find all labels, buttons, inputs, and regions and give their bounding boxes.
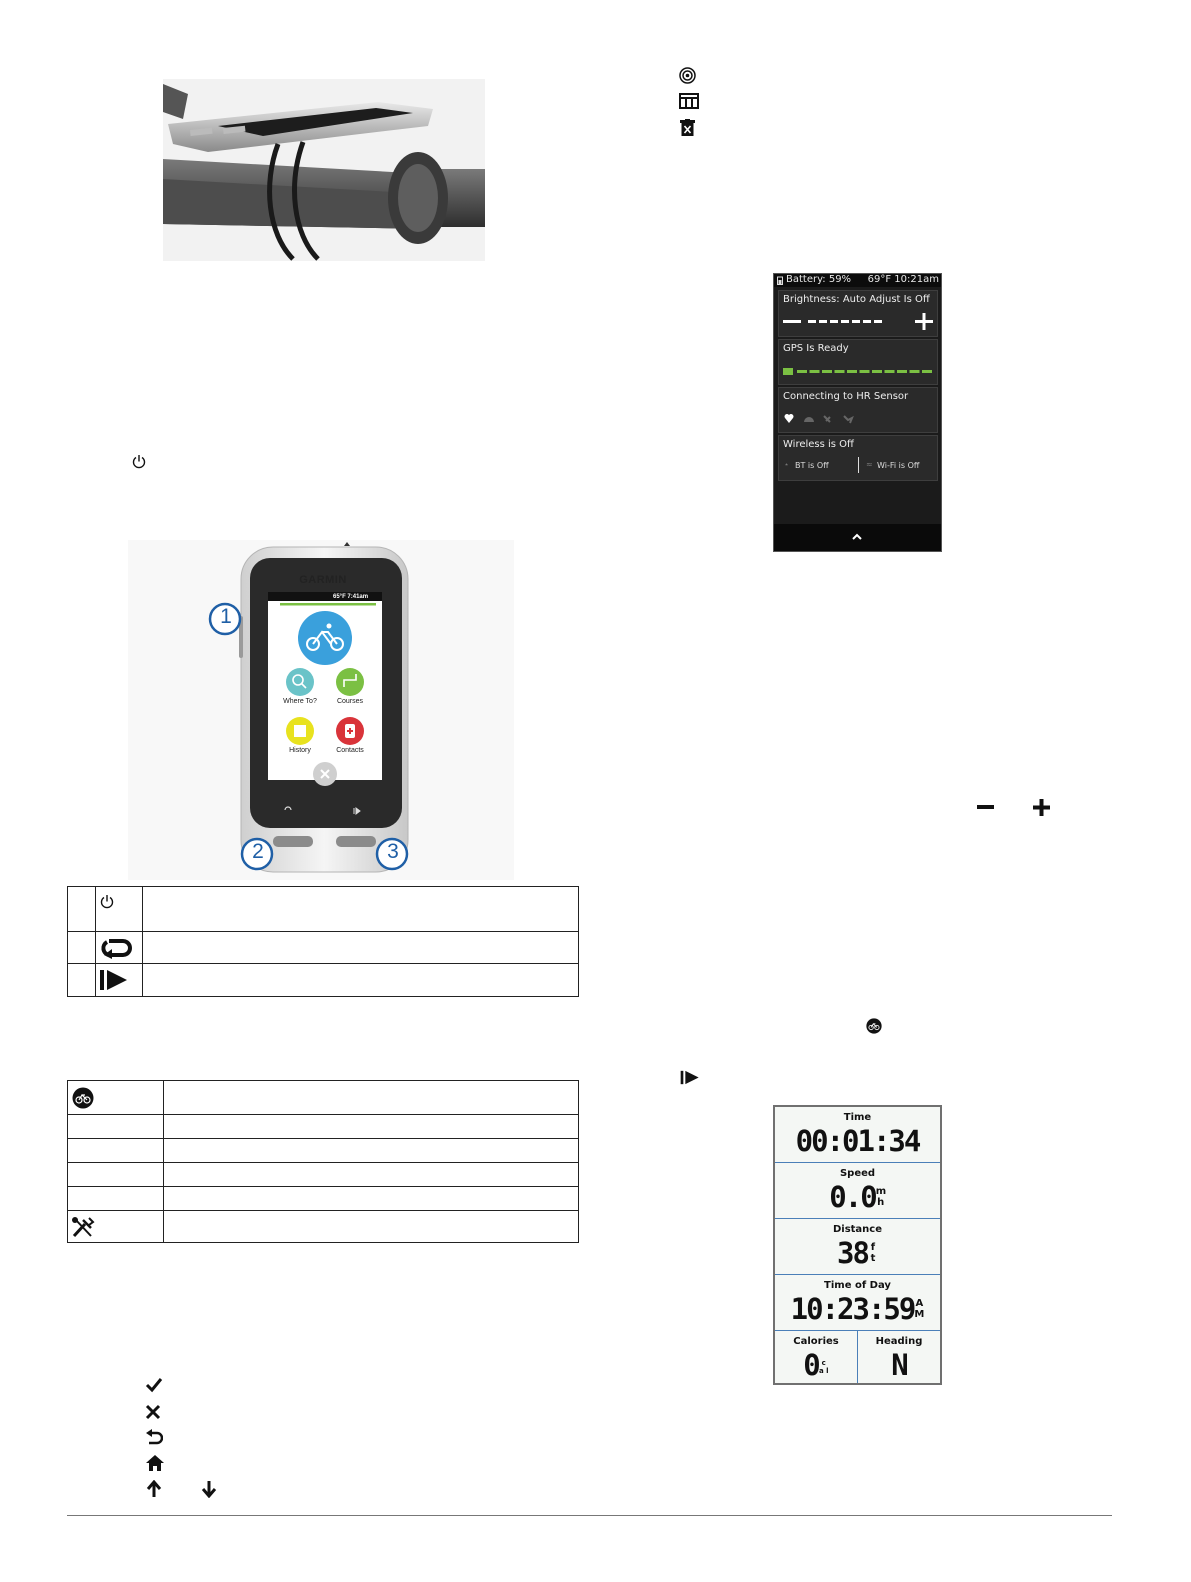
wireless-panel[interactable] xyxy=(778,435,938,481)
field-label: Time of Day xyxy=(824,1280,891,1291)
tools-icon xyxy=(71,1216,163,1238)
wireless-label: Wireless is Off xyxy=(783,439,854,450)
field-value: 0 c a l xyxy=(803,1348,829,1382)
power-icon xyxy=(100,894,142,909)
footer-rule xyxy=(67,1515,1112,1516)
bt-status: BT is Off xyxy=(795,461,829,470)
gps-segment xyxy=(860,370,870,373)
field-unit: f t xyxy=(870,1242,876,1264)
gps-segment xyxy=(810,370,820,373)
speed-sensor-icon xyxy=(804,417,814,422)
table-row xyxy=(68,887,579,932)
data-field-time xyxy=(775,1107,940,1163)
data-pages-icon xyxy=(679,93,699,109)
gps-label: GPS Is Ready xyxy=(783,343,849,354)
gps-segment xyxy=(872,370,882,373)
back-icon xyxy=(145,1428,163,1446)
field-label: Time xyxy=(843,1112,872,1123)
gps-segment xyxy=(910,370,920,373)
data-field-speed xyxy=(775,1163,940,1219)
sensor-label: Connecting to HR Sensor xyxy=(783,391,909,402)
cadence-sensor-icon xyxy=(824,416,830,422)
power-icon xyxy=(132,454,146,469)
brightness-plus-button xyxy=(915,313,933,330)
field-unit: c a l xyxy=(818,1359,829,1375)
bike-mount-photo xyxy=(128,64,514,270)
gps-segment xyxy=(797,370,807,373)
table-row xyxy=(68,1081,579,1115)
brightness-label: Brightness: Auto Adjust Is Off xyxy=(783,294,930,305)
temp-time: 69°F 10:21am xyxy=(867,274,939,285)
home-screen-table xyxy=(67,1080,579,1243)
field-value: 00:01:34 xyxy=(795,1124,920,1158)
table-row xyxy=(68,1163,579,1187)
wifi-status: Wi-Fi is Off xyxy=(877,461,920,470)
status-top-bar xyxy=(774,274,941,287)
callout-2: 2 xyxy=(252,840,264,863)
target-icon xyxy=(679,67,696,84)
table-row xyxy=(68,964,579,997)
app-label-contacts[interactable]: Contacts xyxy=(336,747,364,754)
checkmark-icon xyxy=(145,1377,163,1393)
gps-segment xyxy=(847,370,857,373)
chevron-up-icon xyxy=(852,533,862,540)
device-keys-table xyxy=(67,886,579,997)
field-unit: m h xyxy=(875,1186,887,1208)
bike-profile-icon xyxy=(72,1087,163,1109)
arrow-down-icon xyxy=(200,1480,218,1498)
gps-segment xyxy=(897,370,907,373)
field-unit: A M xyxy=(914,1298,925,1320)
table-row xyxy=(68,1139,579,1163)
data-field-heading xyxy=(858,1331,940,1383)
minus-icon xyxy=(977,805,994,810)
device-brand-label: GARMIN xyxy=(299,574,347,586)
callout-1: 1 xyxy=(220,605,232,628)
field-label: Heading xyxy=(875,1336,923,1347)
app-label-where-to[interactable]: Where To? xyxy=(283,698,317,705)
lap-icon xyxy=(99,937,142,959)
gps-segment xyxy=(835,370,845,373)
device-photo xyxy=(128,540,514,880)
sensor-panel[interactable] xyxy=(778,387,938,433)
gps-segment xyxy=(922,370,932,373)
gps-panel[interactable] xyxy=(778,339,938,385)
brightness-minus-button xyxy=(783,320,801,323)
home-icon xyxy=(145,1454,165,1472)
data-field-calories xyxy=(775,1331,858,1383)
data-field-distance xyxy=(775,1219,940,1275)
power-sensor-icon xyxy=(844,416,852,423)
device-status-bar: 65°F 7:41am xyxy=(333,594,369,600)
gps-segment xyxy=(885,370,895,373)
table-row xyxy=(68,1115,579,1139)
data-field-time-of-day xyxy=(775,1275,940,1331)
arrow-up-icon xyxy=(145,1480,163,1498)
start-stop-icon xyxy=(680,1069,700,1086)
app-label-courses[interactable]: Courses xyxy=(336,698,364,705)
app-label-history[interactable]: History xyxy=(289,747,311,754)
data-page-screenshot xyxy=(773,1105,942,1385)
table-row xyxy=(68,1187,579,1211)
trash-icon xyxy=(680,119,695,136)
battery-level: Battery: 59% xyxy=(786,274,852,285)
gps-segment xyxy=(822,370,832,373)
field-label: Calories xyxy=(793,1336,839,1347)
field-label: Speed xyxy=(839,1168,876,1179)
bike-profile-icon xyxy=(866,1018,882,1034)
bluetooth-icon: ⋆ xyxy=(784,460,790,469)
callout-3: 3 xyxy=(387,840,399,863)
gps-signal-bar xyxy=(782,367,936,377)
plus-icon xyxy=(1033,799,1050,816)
field-value: 0.0m h xyxy=(829,1180,887,1214)
battery-icon xyxy=(777,276,783,285)
status-page-screenshot xyxy=(773,273,942,552)
wifi-icon: ≈ xyxy=(866,460,873,469)
satellite-icon xyxy=(783,368,793,375)
table-row xyxy=(68,932,579,964)
table-row xyxy=(68,1211,579,1243)
collapse-button[interactable] xyxy=(774,524,941,551)
close-icon xyxy=(145,1404,161,1420)
start-stop-icon xyxy=(99,969,142,991)
heart-icon xyxy=(785,414,794,423)
field-value: 38 f t xyxy=(775,1236,940,1270)
field-value: N xyxy=(891,1348,907,1382)
brightness-panel[interactable] xyxy=(778,290,938,337)
field-value: 10:23:59A M xyxy=(790,1292,925,1326)
field-label: Distance xyxy=(832,1224,883,1235)
